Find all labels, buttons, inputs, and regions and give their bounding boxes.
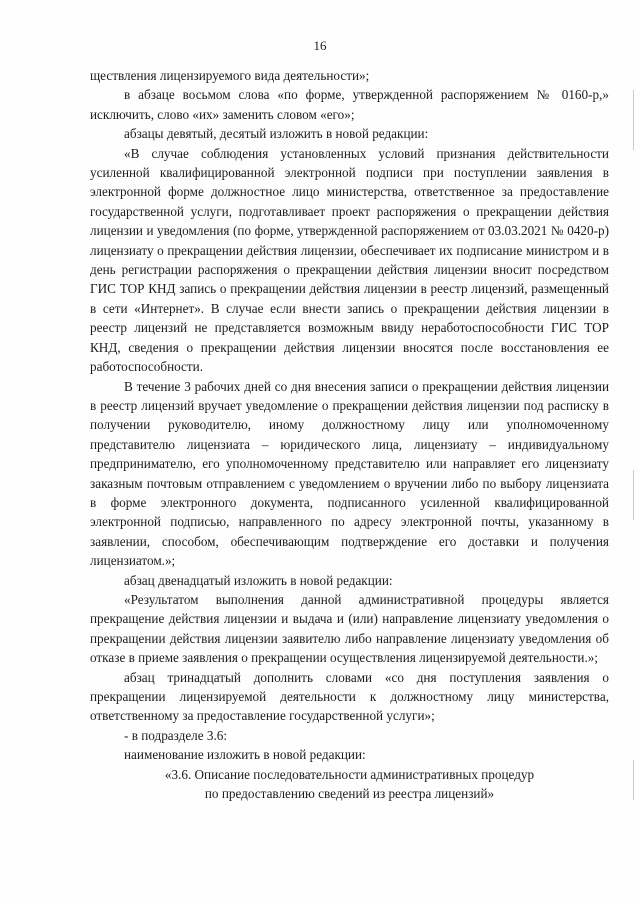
section-heading-line-1: «3.6. Описание последовательности административных процедур xyxy=(164,766,535,782)
paragraph: В течение 3 рабочих дней со дня внесения записи о прекращении действия лицензии в реестр лицензий вручает уведомление о прекращении действия лицензии под расписку в получении руководителю, иному должностному лицу или уполномоченному представителю лицензиата – юридического лица, лицензиату – индивидуальному предпринимателю, его уполномоченному представителю или направляет его лицензиату заказным почтовым отправлением с уведомлением о вручении либо по выбору лицензиата в форме электронного документа, подписанного усиленной квалифицированной электронной подписью, направленного по адресу электронной почты, указанному в заявлении, способом, обеспечивающим подтверждение его доставки и получения лицензиатом.»; xyxy=(90,378,609,569)
page-number: 16 xyxy=(313,38,327,53)
paragraph: - в подразделе 3.6: xyxy=(124,727,228,743)
document-body xyxy=(90,66,609,803)
paragraph: в абзаце восьмом слова «по форме, утвержденной распоряжением № 0160-р,» исключить, слово «их» заменить словом «его»; xyxy=(90,87,609,122)
scan-edge-mark xyxy=(633,90,634,150)
paragraph: наименование изложить в новой редакции: xyxy=(124,747,366,763)
scan-edge-mark xyxy=(633,760,634,800)
paragraph: абзац тринадцатый дополнить словами «со дня поступления заявления о прекращении лицензируемой деятельности к должностному лицу министерства, ответственному за предоставление государственной услуги»; xyxy=(90,669,609,724)
paragraph: ществления лицензируемого вида деятельности»; xyxy=(90,68,370,83)
paragraph: «Результатом выполнения данной административной процедуры является прекращение действия лицензии и выдача и (или) направление лицензиату уведомления о прекращении действия лицензии заявителю либо направление лицензиату уведомления об отказе в приеме заявления о прекращении осуществления лицензируемой деятельности.»; xyxy=(90,591,609,666)
paragraph: «В случае соблюдения установленных условий признания действительности усиленной квалифицированной электронной подписи при поступлении заявления в электронной форме должностное лицо министерства, ответственное за предоставление государственной услуги, подготавливает проект распоряжения о прекращении действия лицензии и уведомления (по форме, утвержденной распоряжением от 03.03.2021 № 0420-р) лицензиату о прекращении действия лицензии, обеспечивает их подписание министром и в день регистрации распоряжения о прекращении действия лицензии вносит посредством ГИС ТОР КНД запись о прекращении действия лицензии в реестр лицензий, размещенный в сети «Интернет». В случае если внести запись о прекращении действия лицензии в реестр лицензий не представляется возможным ввиду неработоспособности ГИС ТОР КНД, сведения о прекращении действия лицензии вносятся после восстановления ее работоспособности. xyxy=(90,145,609,375)
section-heading-line-2: по предоставлению сведений из реестра лицензий» xyxy=(204,786,495,802)
paragraph: абзац двенадцатый изложить в новой редакции: xyxy=(124,572,393,588)
paragraph: абзацы девятый, десятый изложить в новой редакции: xyxy=(124,126,429,142)
scan-edge-mark xyxy=(633,470,634,520)
